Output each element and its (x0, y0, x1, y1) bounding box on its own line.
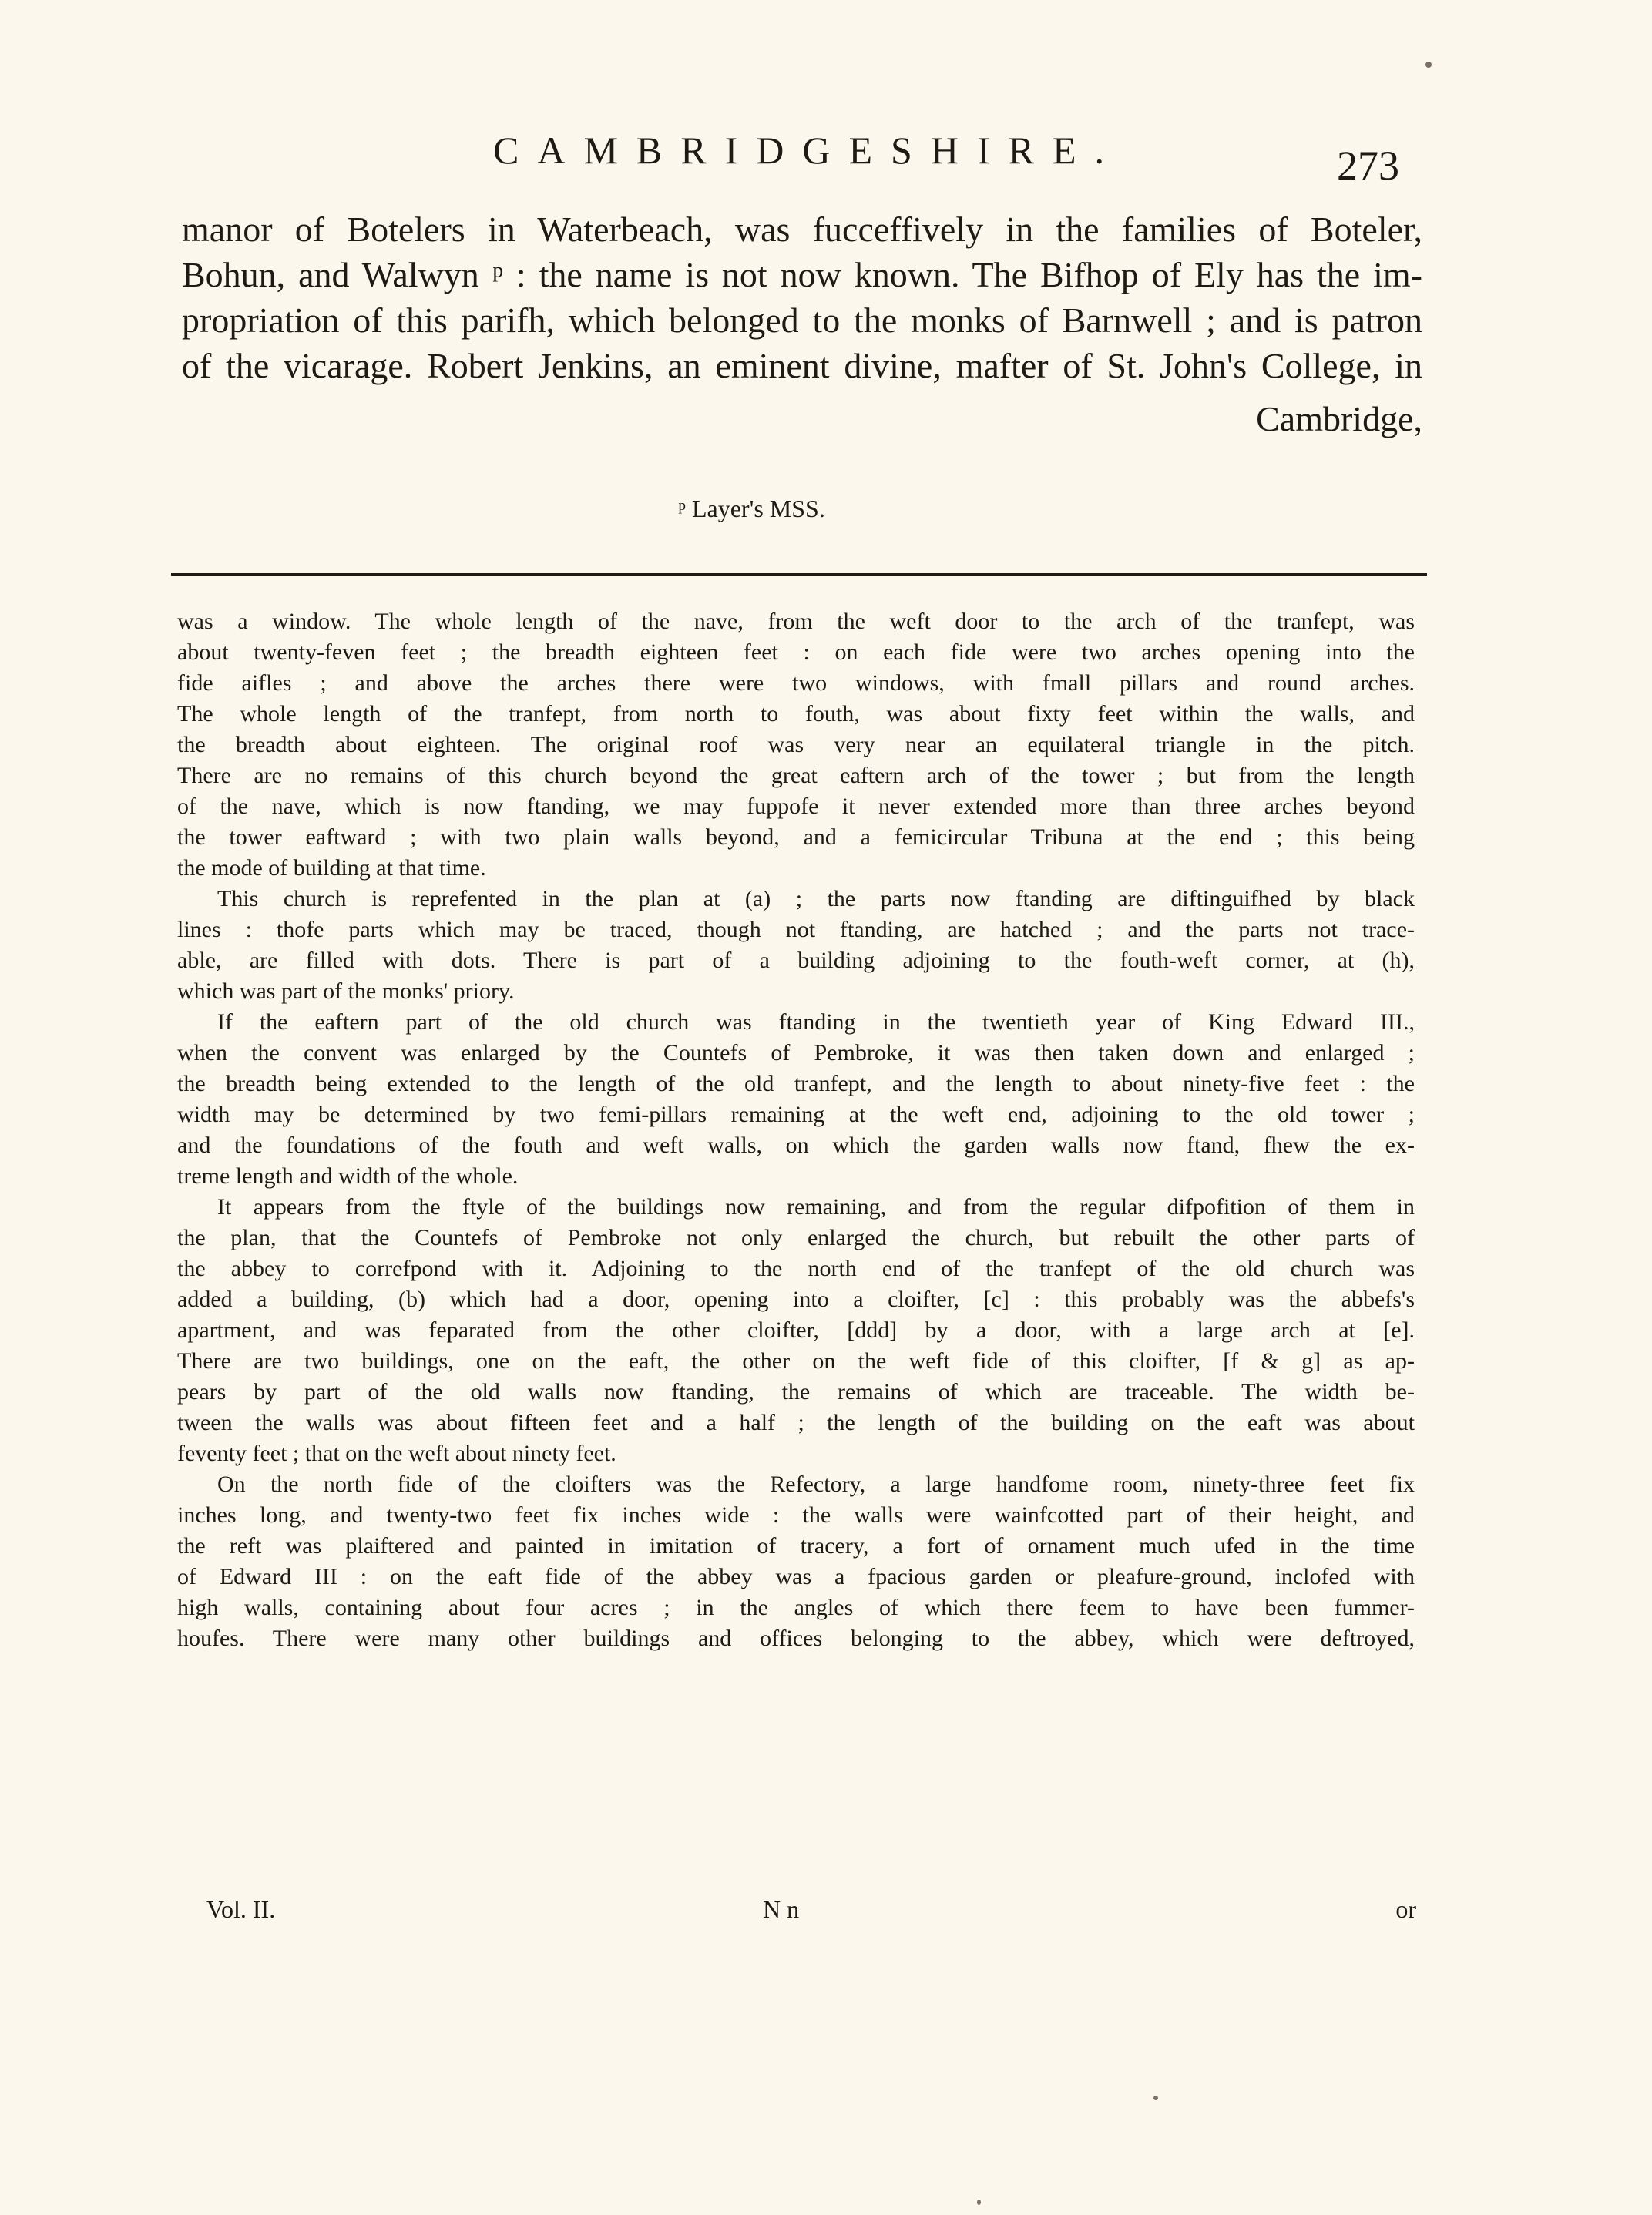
text-line: houfes. There were many other buildings and offices belonging to the abbey, which were deftroyed, (177, 1626, 1415, 1651)
text-line: It appears from the ftyle of the buildings now remaining, and from the regular difpofition of them in (217, 1194, 1415, 1220)
page-number: 273 (1337, 143, 1399, 189)
text-line: of the nave, which is now ftanding, we may fuppofe it never extended more than three arches beyond (177, 794, 1415, 819)
running-head: CAMBRIDGESHIRE. (493, 129, 1123, 172)
text-line: fide aifles ; and above the arches there were two windows, with fmall pillars and round arches. (177, 670, 1415, 696)
footnote: ᵖ Layer's MSS. (678, 495, 825, 522)
text-line: pears by part of the old walls now ftanding, the remains of which are traceable. The width be- (177, 1379, 1415, 1405)
paragraph (177, 1192, 1415, 1469)
text-line: There are two buildings, one on the eaft, the other on the weft fide of this cloifter, [f & g] as ap- (177, 1348, 1415, 1374)
text-line: The whole length of the tranfept, from north to fouth, was about fixty feet within the walls, and (177, 701, 1415, 727)
text-line: apartment, and was feparated from the other cloifter, [ddd] by a door, with a large arch at [e]. (177, 1317, 1415, 1343)
catchword: or (1395, 1895, 1416, 1923)
text-line: width may be determined by two femi-pillars remaining at the weft end, adjoining to the old tower ; (177, 1102, 1415, 1127)
text-line: the abbey to correfpond with it. Adjoining to the north end of the tranfept of the old church was (177, 1256, 1415, 1281)
signature-mark: N n (763, 1895, 800, 1923)
volume-label: Vol. II. (206, 1895, 276, 1923)
paragraph (177, 1007, 1415, 1192)
text-line: of the vicarage. Robert Jenkins, an eminent divine, mafter of St. John's College, in (182, 346, 1422, 385)
page-footer (206, 1892, 1416, 1926)
text-line: manor of Botelers in Waterbeach, was fucceffively in the families of Boteler, (182, 210, 1422, 249)
text-line: the breadth about eighteen. The original roof was very near an equilateral triangle in the pitch. (177, 732, 1415, 757)
text-line: lines : thofe parts which may be traced, though not ftanding, are hatched ; and the parts not trace- (177, 917, 1415, 942)
text-line: This church is reprefented in the plan at (a) ; the parts now ftanding are diftinguifhed by black (217, 886, 1415, 911)
text-line: high walls, containing about four acres ; in the angles of which there feem to have been fummer- (177, 1595, 1415, 1620)
section-divider (171, 573, 1427, 576)
text-line: On the north fide of the cloifters was the Refectory, a large handfome room, ninety-three feet fix (217, 1472, 1415, 1497)
text-line: added a building, (b) which had a door, opening into a cloifter, [c] : this probably was the abbefs's (177, 1287, 1415, 1312)
text-line: the mode of building at that time. (177, 855, 486, 881)
text-line: of Edward III : on the eaft fide of the abbey was a fpacious garden or pleafure-ground, inclofed with (177, 1564, 1415, 1589)
text-line: inches long, and twenty-two feet fix inches wide : the walls were wainfcotted part of their height, and (177, 1502, 1415, 1528)
text-line: the tower eaftward ; with two plain walls beyond, and a femicircular Tribuna at the end ; this being (177, 824, 1415, 850)
paragraph (177, 606, 1415, 884)
text-line: Bohun, and Walwyn ᵖ : the name is not now known. The Bifhop of Ely has the im- (182, 255, 1422, 294)
text-line: the reft was plaiftered and painted in imitation of tracery, a fort of ornament much ufed in the time (177, 1533, 1415, 1559)
text-line: propriation of this parifh, which belonged to the monks of Barnwell ; and is patron (182, 300, 1422, 340)
text-line: about twenty-feven feet ; the breadth eighteen feet : on each fide were two arches opening into the (177, 639, 1415, 665)
paragraph (177, 884, 1415, 1007)
paragraph (177, 1469, 1415, 1654)
text-line: treme length and width of the whole. (177, 1163, 519, 1189)
text-line: feventy feet ; that on the weft about ninety feet. (177, 1441, 616, 1466)
text-line: the plan, that the Countefs of Pembroke not only enlarged the church, but rebuilt the other parts of (177, 1225, 1415, 1250)
paper-speck (977, 2200, 981, 2205)
text-line: when the convent was enlarged by the Countefs of Pembroke, it was then taken down and enlarged ; (177, 1040, 1415, 1066)
upper-text-block (182, 206, 1422, 441)
text-line: which was part of the monks' priory. (177, 978, 515, 1004)
lower-text-block (177, 606, 1415, 1654)
text-line: Cambridge, (1256, 399, 1422, 438)
text-line: able, are filled with dots. There is part of a building adjoining to the fouth-weft corner, at (h), (177, 948, 1415, 973)
text-line: There are no remains of this church beyond the great eaftern arch of the tower ; but from the length (177, 763, 1415, 788)
text-line: and the foundations of the fouth and weft walls, on which the garden walls now ftand, fhew the ex- (177, 1133, 1415, 1158)
text-line: tween the walls was about fifteen feet and a half ; the length of the building on the eaft was about (177, 1410, 1415, 1435)
paper-speck (1153, 2096, 1158, 2100)
paper-speck (1425, 62, 1432, 68)
text-line: was a window. The whole length of the nave, from the weft door to the arch of the tranfept, was (177, 609, 1415, 634)
text-line: the breadth being extended to the length of the old tranfept, and the length to about ninety-five feet : the (177, 1071, 1415, 1096)
text-line: If the eaftern part of the old church was ftanding in the twentieth year of King Edward III., (217, 1009, 1415, 1035)
